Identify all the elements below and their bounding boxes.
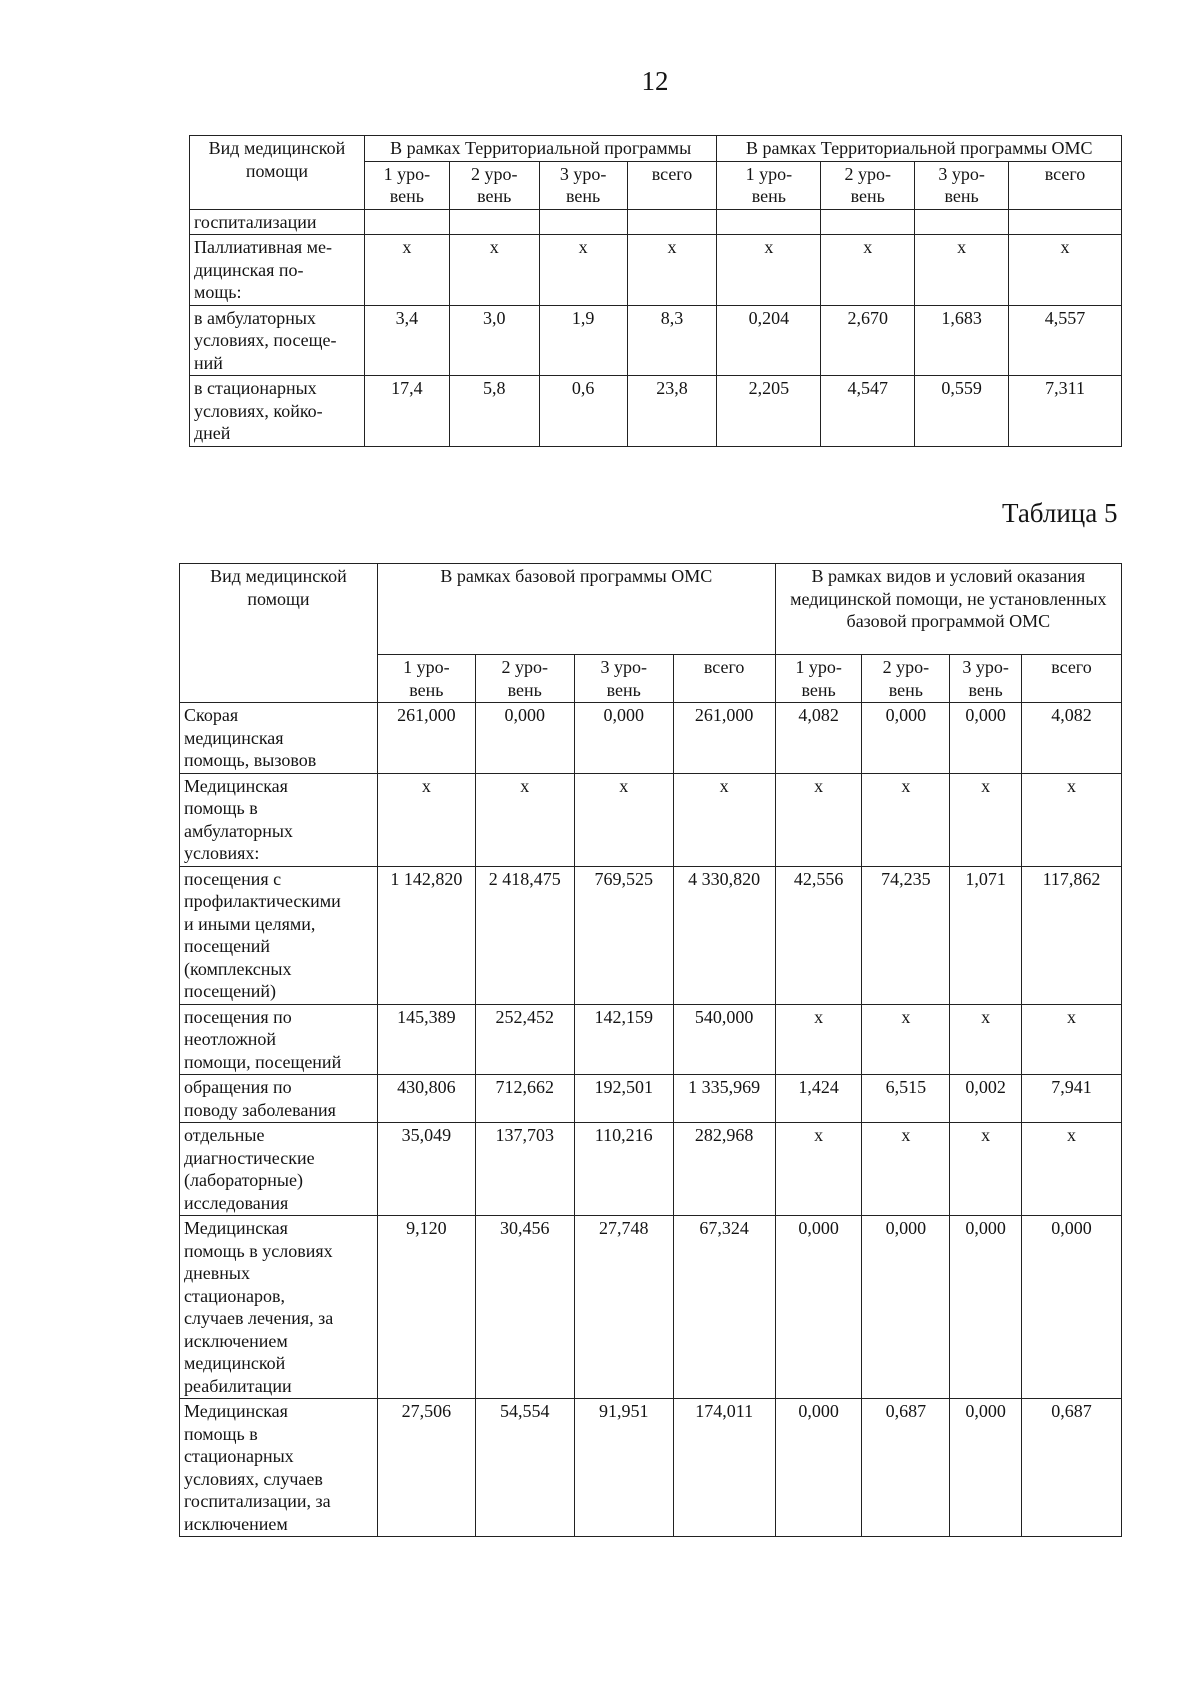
value-cell: 5,8 [449,376,539,447]
value-cell: 712,662 [475,1075,574,1123]
level-cell: 1 уро- вень [364,161,449,209]
value-cell: 0,687 [1021,1399,1121,1537]
value-cell: 27,748 [574,1216,673,1399]
table-row [190,209,1122,235]
value-cell: 0,000 [950,703,1022,774]
value-cell [717,209,821,235]
value-cell: 1 335,969 [673,1075,775,1123]
value-cell [539,209,627,235]
value-cell: 3,4 [364,305,449,376]
value-cell: х [1021,773,1121,866]
row-label: Скорая медицинская помощь, вызовов [180,703,378,774]
value-cell: 74,235 [862,866,950,1004]
value-cell: х [775,1123,862,1216]
level-cell: 1 уро- вень [717,161,821,209]
row-label: Паллиативная ме- дицинская по- мощь: [190,235,365,306]
value-cell: 1,071 [950,866,1022,1004]
table-row [180,1216,1122,1399]
value-cell: 261,000 [377,703,475,774]
row-label: госпитализации [190,209,365,235]
value-cell: 2,205 [717,376,821,447]
value-cell: 117,862 [1021,866,1121,1004]
value-cell: 0,000 [574,703,673,774]
value-cell: 1,424 [775,1075,862,1123]
value-cell: 540,000 [673,1004,775,1075]
value-cell: 9,120 [377,1216,475,1399]
value-cell: 0,002 [950,1075,1022,1123]
table-top-head-type: Вид медицинской помощи [190,136,365,210]
value-cell: 4,082 [1021,703,1121,774]
level-cell: 3 уро- вень [574,655,673,703]
value-cell: 54,554 [475,1399,574,1537]
value-cell [449,209,539,235]
value-cell: х [1009,235,1122,306]
value-cell: 4,557 [1009,305,1122,376]
table-row [180,866,1122,1004]
table-5-head-group-2: В рамках видов и условий оказания медицинской помощи, не установленных базовой программой ОМС [775,564,1121,655]
level-cell: 3 уро- вень [539,161,627,209]
level-cell: 1 уро- вень [775,655,862,703]
value-cell: х [449,235,539,306]
level-cell: 1 уро- вень [377,655,475,703]
table-top [189,135,1122,447]
table-row [190,376,1122,447]
value-cell: х [950,1123,1022,1216]
value-cell: 0,000 [1021,1216,1121,1399]
row-label: посещения по неотложной помощи, посещений [180,1004,378,1075]
row-label: в амбулаторных условиях, посеще- ний [190,305,365,376]
value-cell: 142,159 [574,1004,673,1075]
value-cell: 110,216 [574,1123,673,1216]
value-cell: 17,4 [364,376,449,447]
value-cell: 2 418,475 [475,866,574,1004]
level-cell: 3 уро- вень [915,161,1009,209]
row-label: Медицинская помощь в условиях дневных стационаров, случаев лечения, за исключением медицинской реабилитации [180,1216,378,1399]
value-cell: 42,556 [775,866,862,1004]
level-cell: 2 уро- вень [475,655,574,703]
value-cell: х [1021,1004,1121,1075]
value-cell: х [821,235,915,306]
level-cell: всего [1021,655,1121,703]
value-cell: 0,559 [915,376,1009,447]
value-cell: 6,515 [862,1075,950,1123]
value-cell: 30,456 [475,1216,574,1399]
table-row [180,1399,1122,1537]
value-cell: 0,000 [775,1399,862,1537]
value-cell: 430,806 [377,1075,475,1123]
value-cell: 1 142,820 [377,866,475,1004]
value-cell: 145,389 [377,1004,475,1075]
table-5-head-type: Вид медицинской помощи [180,564,378,703]
value-cell: 0,000 [950,1216,1022,1399]
value-cell: 0,000 [862,1216,950,1399]
value-cell: х [377,773,475,866]
level-cell: 2 уро- вень [449,161,539,209]
table-5-header-row [180,564,1122,655]
value-cell: 23,8 [627,376,717,447]
value-cell: 252,452 [475,1004,574,1075]
value-cell: х [364,235,449,306]
value-cell [627,209,717,235]
page-number: 12 [641,66,669,96]
table-top-head-group-1: В рамках Территориальной программы [364,136,717,162]
row-label: Медицинская помощь в стационарных условиях, случаев госпитализации, за исключением [180,1399,378,1537]
value-cell: 0,000 [862,703,950,774]
value-cell [364,209,449,235]
table-row [180,1123,1122,1216]
value-cell: 0,000 [950,1399,1022,1537]
value-cell: 0,000 [775,1216,862,1399]
table-top-header-row [190,136,1122,162]
value-cell: 27,506 [377,1399,475,1537]
level-cell: 2 уро- вень [862,655,950,703]
value-cell: 7,941 [1021,1075,1121,1123]
table-row [180,1075,1122,1123]
table-top-head-group-2: В рамках Территориальной программы ОМС [717,136,1122,162]
value-cell: х [950,1004,1022,1075]
table-row [190,235,1122,306]
value-cell: 192,501 [574,1075,673,1123]
value-cell: 4,082 [775,703,862,774]
value-cell: 35,049 [377,1123,475,1216]
value-cell: 2,670 [821,305,915,376]
value-cell [1009,209,1122,235]
table-row [180,703,1122,774]
value-cell: 4 330,820 [673,866,775,1004]
value-cell: 0,204 [717,305,821,376]
value-cell: х [862,1004,950,1075]
value-cell: х [574,773,673,866]
value-cell: х [673,773,775,866]
value-cell: 137,703 [475,1123,574,1216]
value-cell: 1,683 [915,305,1009,376]
value-cell: 3,0 [449,305,539,376]
row-label: посещения с профилактическими и иными целями, посещений (комплексных посещений) [180,866,378,1004]
value-cell [915,209,1009,235]
value-cell: 0,687 [862,1399,950,1537]
table-5-caption: Таблица 5 [1002,498,1118,528]
row-label: в стационарных условиях, койко- дней [190,376,365,447]
level-cell: всего [673,655,775,703]
row-label: обращения по поводу заболевания [180,1075,378,1123]
row-label: отдельные диагностические (лабораторные) исследования [180,1123,378,1216]
value-cell: 7,311 [1009,376,1122,447]
level-cell: всего [627,161,717,209]
value-cell [821,209,915,235]
table-row [180,1004,1122,1075]
value-cell: 769,525 [574,866,673,1004]
value-cell: х [1021,1123,1121,1216]
value-cell: х [950,773,1022,866]
value-cell: х [539,235,627,306]
level-cell: 3 уро- вень [950,655,1022,703]
value-cell: х [862,1123,950,1216]
value-cell: 1,9 [539,305,627,376]
value-cell: х [775,773,862,866]
value-cell: 282,968 [673,1123,775,1216]
value-cell: 174,011 [673,1399,775,1537]
value-cell: 0,000 [475,703,574,774]
row-label: Медицинская помощь в амбулаторных условиях: [180,773,378,866]
value-cell: х [627,235,717,306]
value-cell: 4,547 [821,376,915,447]
level-cell: всего [1009,161,1122,209]
table-5 [179,563,1122,1537]
table-row [190,305,1122,376]
table-row [180,773,1122,866]
level-cell: 2 уро- вень [821,161,915,209]
value-cell: 261,000 [673,703,775,774]
value-cell: х [717,235,821,306]
table-5-head-group-1: В рамках базовой программы ОМС [377,564,775,655]
value-cell: 0,6 [539,376,627,447]
value-cell: х [775,1004,862,1075]
value-cell: х [862,773,950,866]
value-cell: 91,951 [574,1399,673,1537]
value-cell: 67,324 [673,1216,775,1399]
value-cell: 8,3 [627,305,717,376]
value-cell: х [915,235,1009,306]
value-cell: х [475,773,574,866]
